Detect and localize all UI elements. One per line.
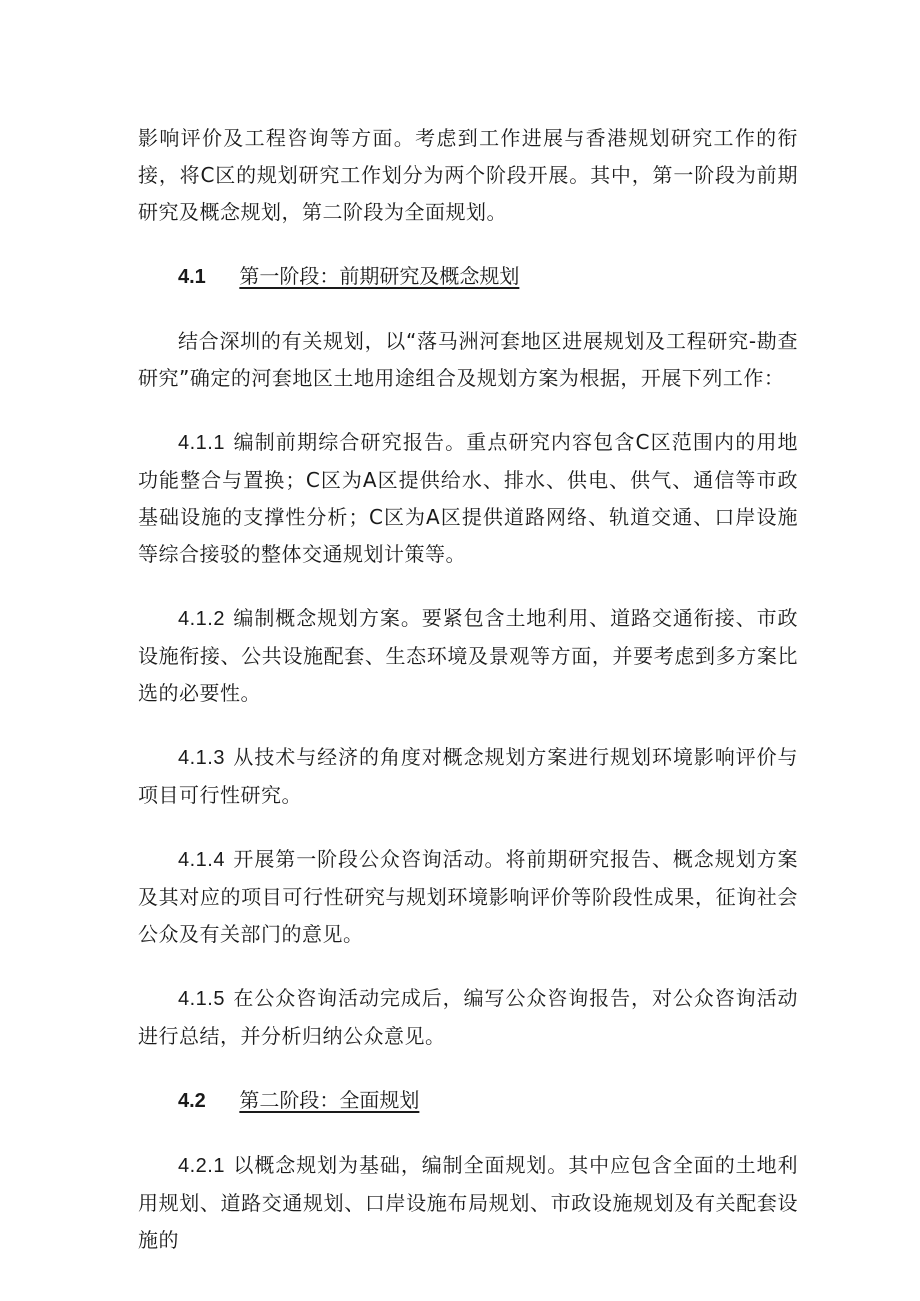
section-heading-4-1 — [138, 258, 798, 296]
item-4-1-2 — [138, 600, 798, 712]
item-number: 4.1.3 — [178, 747, 225, 769]
document-page — [138, 120, 798, 1286]
item-text: 编制前期综合研究报告。重点研究内容包含C区范围内的用地功能整合与置换；C区为A区提供给水、排水、供电、供气、通信等市政基础设施的支撑性分析；C区为A区提供道路网络、轨道交通、口岸设施等综合接驳的整体交通规划计策等。 — [138, 430, 798, 566]
item-text: 编制概念规划方案。要紧包含土地利用、道路交通衔接、市政设施衔接、公共设施配套、生态环境及景观等方面，并要考虑到多方案比选的必要性。 — [138, 606, 798, 705]
item-text: 在公众咨询活动完成后，编写公众咨询报告，对公众咨询活动进行总结，并分析归纳公众意见。 — [138, 986, 798, 1048]
item-number: 4.2.1 — [178, 1155, 225, 1177]
section-heading-4-2 — [138, 1082, 798, 1120]
section-number: 4.1 — [178, 266, 206, 288]
item-4-1-4 — [138, 841, 798, 953]
item-4-1-3 — [138, 739, 798, 814]
item-text: 开展第一阶段公众咨询活动。将前期研究报告、概念规划方案及其对应的项目可行性研究与规划环境影响评价等阶段性成果，征询社会公众及有关部门的意见。 — [138, 847, 798, 946]
item-4-1-5 — [138, 980, 798, 1055]
item-4-2-1 — [138, 1147, 798, 1259]
item-text: 从技术与经济的角度对概念规划方案进行规划环境影响评价与项目可行性研究。 — [138, 745, 798, 807]
intro-paragraph: 影响评价及工程咨询等方面。考虑到工作进展与香港规划研究工作的衔接，将C区的规划研究工作划分为两个阶段开展。其中，第一阶段为前期研究及概念规划，第二阶段为全面规划。 — [138, 126, 798, 224]
item-number: 4.1.4 — [178, 849, 225, 871]
section-title: 第一阶段：前期研究及概念规划 — [239, 264, 520, 288]
section-4-1-lead: 结合深圳的有关规划，以“落马洲河套地区进展规划及工程研究-勘查研究”确定的河套地区土地用途组合及规划方案为根据，开展下列工作： — [138, 329, 798, 390]
item-number: 4.1.2 — [178, 608, 225, 630]
item-number: 4.1.1 — [178, 432, 225, 454]
item-text: 以概念规划为基础，编制全面规划。其中应包含全面的土地利用规划、道路交通规划、口岸设施布局规划、市政设施规划及有关配套设施的 — [138, 1153, 798, 1252]
item-number: 4.1.5 — [178, 988, 225, 1010]
section-number: 4.2 — [178, 1090, 206, 1112]
item-4-1-1 — [138, 424, 798, 573]
section-title: 第二阶段：全面规划 — [239, 1088, 420, 1112]
